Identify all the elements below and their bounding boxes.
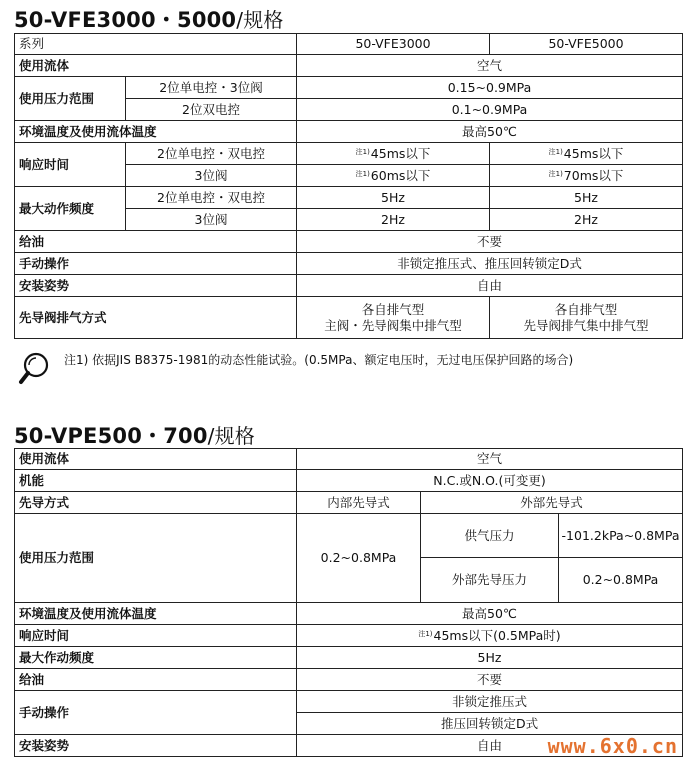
table-row	[15, 492, 683, 514]
note-mark: 注1)	[548, 169, 563, 178]
row-label: 安装姿势	[15, 735, 297, 757]
value-text: 45ms以下	[370, 145, 431, 161]
value-line: 先导阀排气集中排气型	[523, 317, 649, 333]
section1-title-suffix: /规格	[236, 8, 284, 32]
section2-title-suffix: /规格	[207, 424, 256, 448]
value-text: 60ms以下	[370, 167, 431, 183]
header-series: 系列	[15, 34, 297, 55]
row-label: 环境温度及使用流体温度	[15, 603, 297, 625]
row-value	[490, 143, 683, 165]
row-value: 不要	[297, 231, 683, 253]
row-value: 内部先导式	[297, 492, 421, 514]
row-value: 5Hz	[297, 187, 490, 209]
row-value	[297, 165, 490, 187]
row-sublabel: 2位单电控・双电控	[126, 187, 297, 209]
table-header-row	[15, 34, 683, 55]
table-row	[15, 143, 683, 165]
section2-title-main: 50-VPE500・700	[14, 424, 208, 448]
row-label: 手动操作	[15, 691, 297, 735]
section1-title-main: 50-VFE3000・5000	[14, 8, 237, 32]
row-label: 安装姿势	[15, 275, 297, 297]
row-label: 最大作动频度	[15, 647, 297, 669]
footnote-text: 注1) 依据JIS B8375-1981的动态性能试验。(0.5MPa、额定电压时，无过电压保护回路的场合)	[64, 353, 574, 367]
row-value: 自由	[297, 735, 683, 757]
table-row	[15, 275, 683, 297]
row-label: 环境温度及使用流体温度	[15, 121, 297, 143]
value-line: 各自排气型	[554, 301, 618, 317]
row-value: 2Hz	[490, 209, 683, 231]
table-row	[15, 691, 683, 713]
row-value: 推压回转锁定D式	[297, 713, 683, 735]
row-value: 5Hz	[297, 647, 683, 669]
table-row	[15, 625, 683, 647]
table-row	[15, 253, 683, 275]
row-label: 机能	[15, 470, 297, 492]
row-value	[490, 297, 683, 339]
note-mark: 注1)	[355, 147, 370, 156]
header-vfe3000: 50-VFE3000	[297, 34, 490, 55]
note-mark: 注1)	[418, 629, 433, 638]
row-sublabel: 供气压力	[421, 514, 559, 558]
watermark: www.6x0.cn	[547, 734, 678, 758]
row-label: 使用流体	[15, 449, 297, 470]
vfe-spec-table	[14, 33, 683, 339]
row-label: 使用流体	[15, 55, 297, 77]
row-value: 0.2~0.8MPa	[297, 514, 421, 603]
row-value: 空气	[297, 55, 683, 77]
row-sublabel: 2位单电控・双电控	[126, 143, 297, 165]
table-row	[15, 297, 683, 339]
table-row	[15, 603, 683, 625]
row-label: 响应时间	[15, 143, 126, 187]
value-text: 70ms以下	[563, 167, 624, 183]
table-row	[15, 449, 683, 470]
table-row	[15, 55, 683, 77]
row-label: 响应时间	[15, 625, 297, 647]
row-label: 使用压力范围	[15, 514, 297, 603]
table-row	[15, 514, 683, 558]
row-value: N.C.或N.O.(可变更)	[297, 470, 683, 492]
row-value: 自由	[297, 275, 683, 297]
table-row	[15, 669, 683, 691]
row-value: 空气	[297, 449, 683, 470]
row-value	[297, 297, 490, 339]
row-label: 先导阀排气方式	[15, 297, 297, 339]
value-text: 45ms以下	[563, 145, 624, 161]
row-sublabel: 2位双电控	[126, 99, 297, 121]
row-sublabel: 3位阀	[126, 209, 297, 231]
table-row	[15, 231, 683, 253]
row-value	[297, 143, 490, 165]
row-label: 最大动作频度	[15, 187, 126, 231]
row-value: 外部先导式	[421, 492, 683, 514]
note-mark: 注1)	[355, 169, 370, 178]
row-label: 给油	[15, 231, 297, 253]
note-mark: 注1)	[548, 147, 563, 156]
row-label: 给油	[15, 669, 297, 691]
row-sublabel: 外部先导压力	[421, 558, 559, 603]
table-row	[15, 647, 683, 669]
row-value: 0.2~0.8MPa	[559, 558, 683, 603]
row-value: 最高50℃	[297, 121, 683, 143]
section2-title	[14, 420, 255, 450]
row-label: 先导方式	[15, 492, 297, 514]
row-sublabel: 3位阀	[126, 165, 297, 187]
row-value: 0.15~0.9MPa	[297, 77, 683, 99]
row-value	[297, 625, 683, 647]
section1-title	[14, 4, 284, 34]
row-value: 5Hz	[490, 187, 683, 209]
vpe-spec-table	[14, 448, 683, 757]
row-label: 使用压力范围	[15, 77, 126, 121]
footnote	[14, 347, 682, 385]
row-label: 手动操作	[15, 253, 297, 275]
row-value: 最高50℃	[297, 603, 683, 625]
row-value: 0.1~0.9MPa	[297, 99, 683, 121]
row-sublabel: 2位单电控・3位阀	[126, 77, 297, 99]
table-row	[15, 470, 683, 492]
row-value: 非锁定推压式	[297, 691, 683, 713]
row-value	[490, 165, 683, 187]
magnifier-icon	[18, 351, 52, 391]
row-value: 非锁定推压式、推压回转锁定D式	[297, 253, 683, 275]
table-row	[15, 187, 683, 209]
header-vfe5000: 50-VFE5000	[490, 34, 683, 55]
table-row	[15, 77, 683, 99]
value-line: 各自排气型	[361, 301, 425, 317]
row-value: 不要	[297, 669, 683, 691]
value-line: 主阀・先导阀集中排气型	[324, 317, 462, 333]
row-value: -101.2kPa~0.8MPa	[559, 514, 683, 558]
table-row	[15, 121, 683, 143]
row-value: 2Hz	[297, 209, 490, 231]
value-text: 45ms以下(0.5MPa时)	[433, 627, 561, 643]
